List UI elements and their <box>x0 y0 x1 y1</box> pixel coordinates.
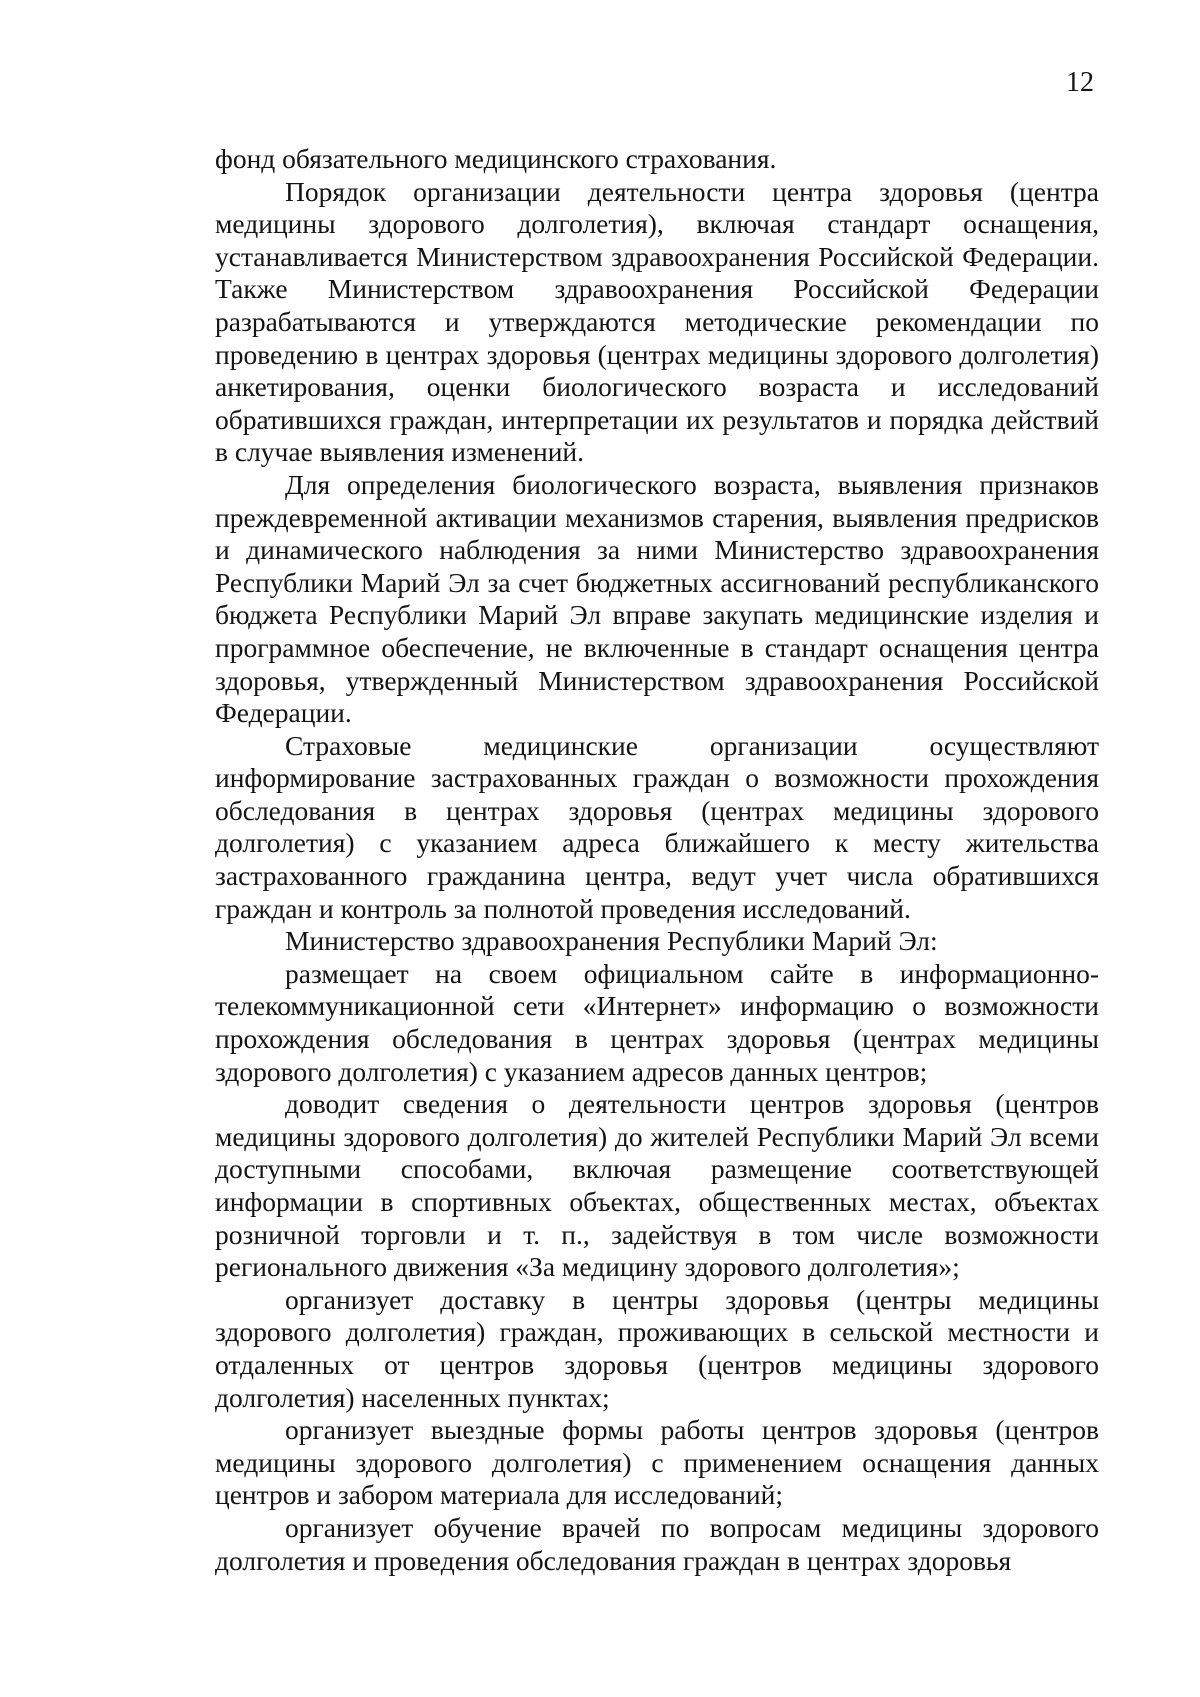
paragraph-website-info: размещает на своем официальном сайте в информационно-телекоммуникационной сети «Интернет» информацию о возможности прохождения обследования в центрах здоровья (центрах медицины здорового долголетия) с указанием адресов данных центров; <box>215 957 1099 1087</box>
page-number: 12 <box>1066 67 1094 98</box>
paragraph-organization-procedure: Порядок организации деятельности центра здоровья (центра медицины здорового долголетия), включая стандарт оснащения, устанавливается Министерством здравоохранения Российской Федерации. Также Министерством здравоохранения Российской Федерации разрабатываются и утверждаются методические рекомендации по проведению в центрах здоровья (центрах медицины здорового долголетия) анкетирования, оценки биологического возраста и исследований обратившихся граждан, интерпретации их результатов и порядка действий в случае выявления изменений. <box>215 175 1099 468</box>
paragraph-mobile-work: организует выездные формы работы центров здоровья (центров медицины здорового долголетия) с применением оснащения данных центров и забором материала для исследований; <box>215 1414 1099 1511</box>
paragraph-biological-age: Для определения биологического возраста, выявления признаков преждевременной активации механизмов старения, выявления предрисков и динамического наблюдения за ними Министерство здравоохранения Республики Марий Эл за счет бюджетных ассигнований республиканского бюджета Республики Марий Эл вправе закупать медицинские изделия и программное обеспечение, не включенные в стандарт оснащения центра здоровья, утвержденный Министерством здравоохранения Российской Федерации. <box>215 468 1099 729</box>
paragraph-ministry-heading: Министерство здравоохранения Республики Марий Эл: <box>285 925 938 957</box>
document-body <box>215 143 1099 1577</box>
paragraph-continuation: фонд обязательного медицинского страхования. <box>215 143 777 174</box>
paragraph-delivery: организует доставку в центры здоровья (центры медицины здорового долголетия) граждан, проживающих в сельской местности и отдаленных от центров здоровья (центров медицины здорового долголетия) населенных пунктах; <box>215 1283 1099 1413</box>
paragraph-communication: доводит сведения о деятельности центров здоровья (центров медицины здорового долголетия) до жителей Республики Марий Эл всеми доступными способами, включая размещение соответствующей информации в спортивных объектах, общественных местах, объектах розничной торговли и т. п., задействуя в том числе возможности регионального движения «За медицину здорового долголетия»; <box>215 1088 1099 1283</box>
paragraph-insurance-organizations: Страховые медицинские организации осуществляют информирование застрахованных граждан о возможности прохождения обследования в центрах здоровья (центрах медицины здорового долголетия) с указанием адреса ближайшего к месту жительства застрахованного гражданина центра, ведут учет числа обратившихся граждан и контроль за полнотой проведения исследований. <box>215 729 1099 924</box>
paragraph-training: организует обучение врачей по вопросам медицины здорового долголетия и проведения обследования граждан в центрах здоровья <box>215 1511 1099 1576</box>
